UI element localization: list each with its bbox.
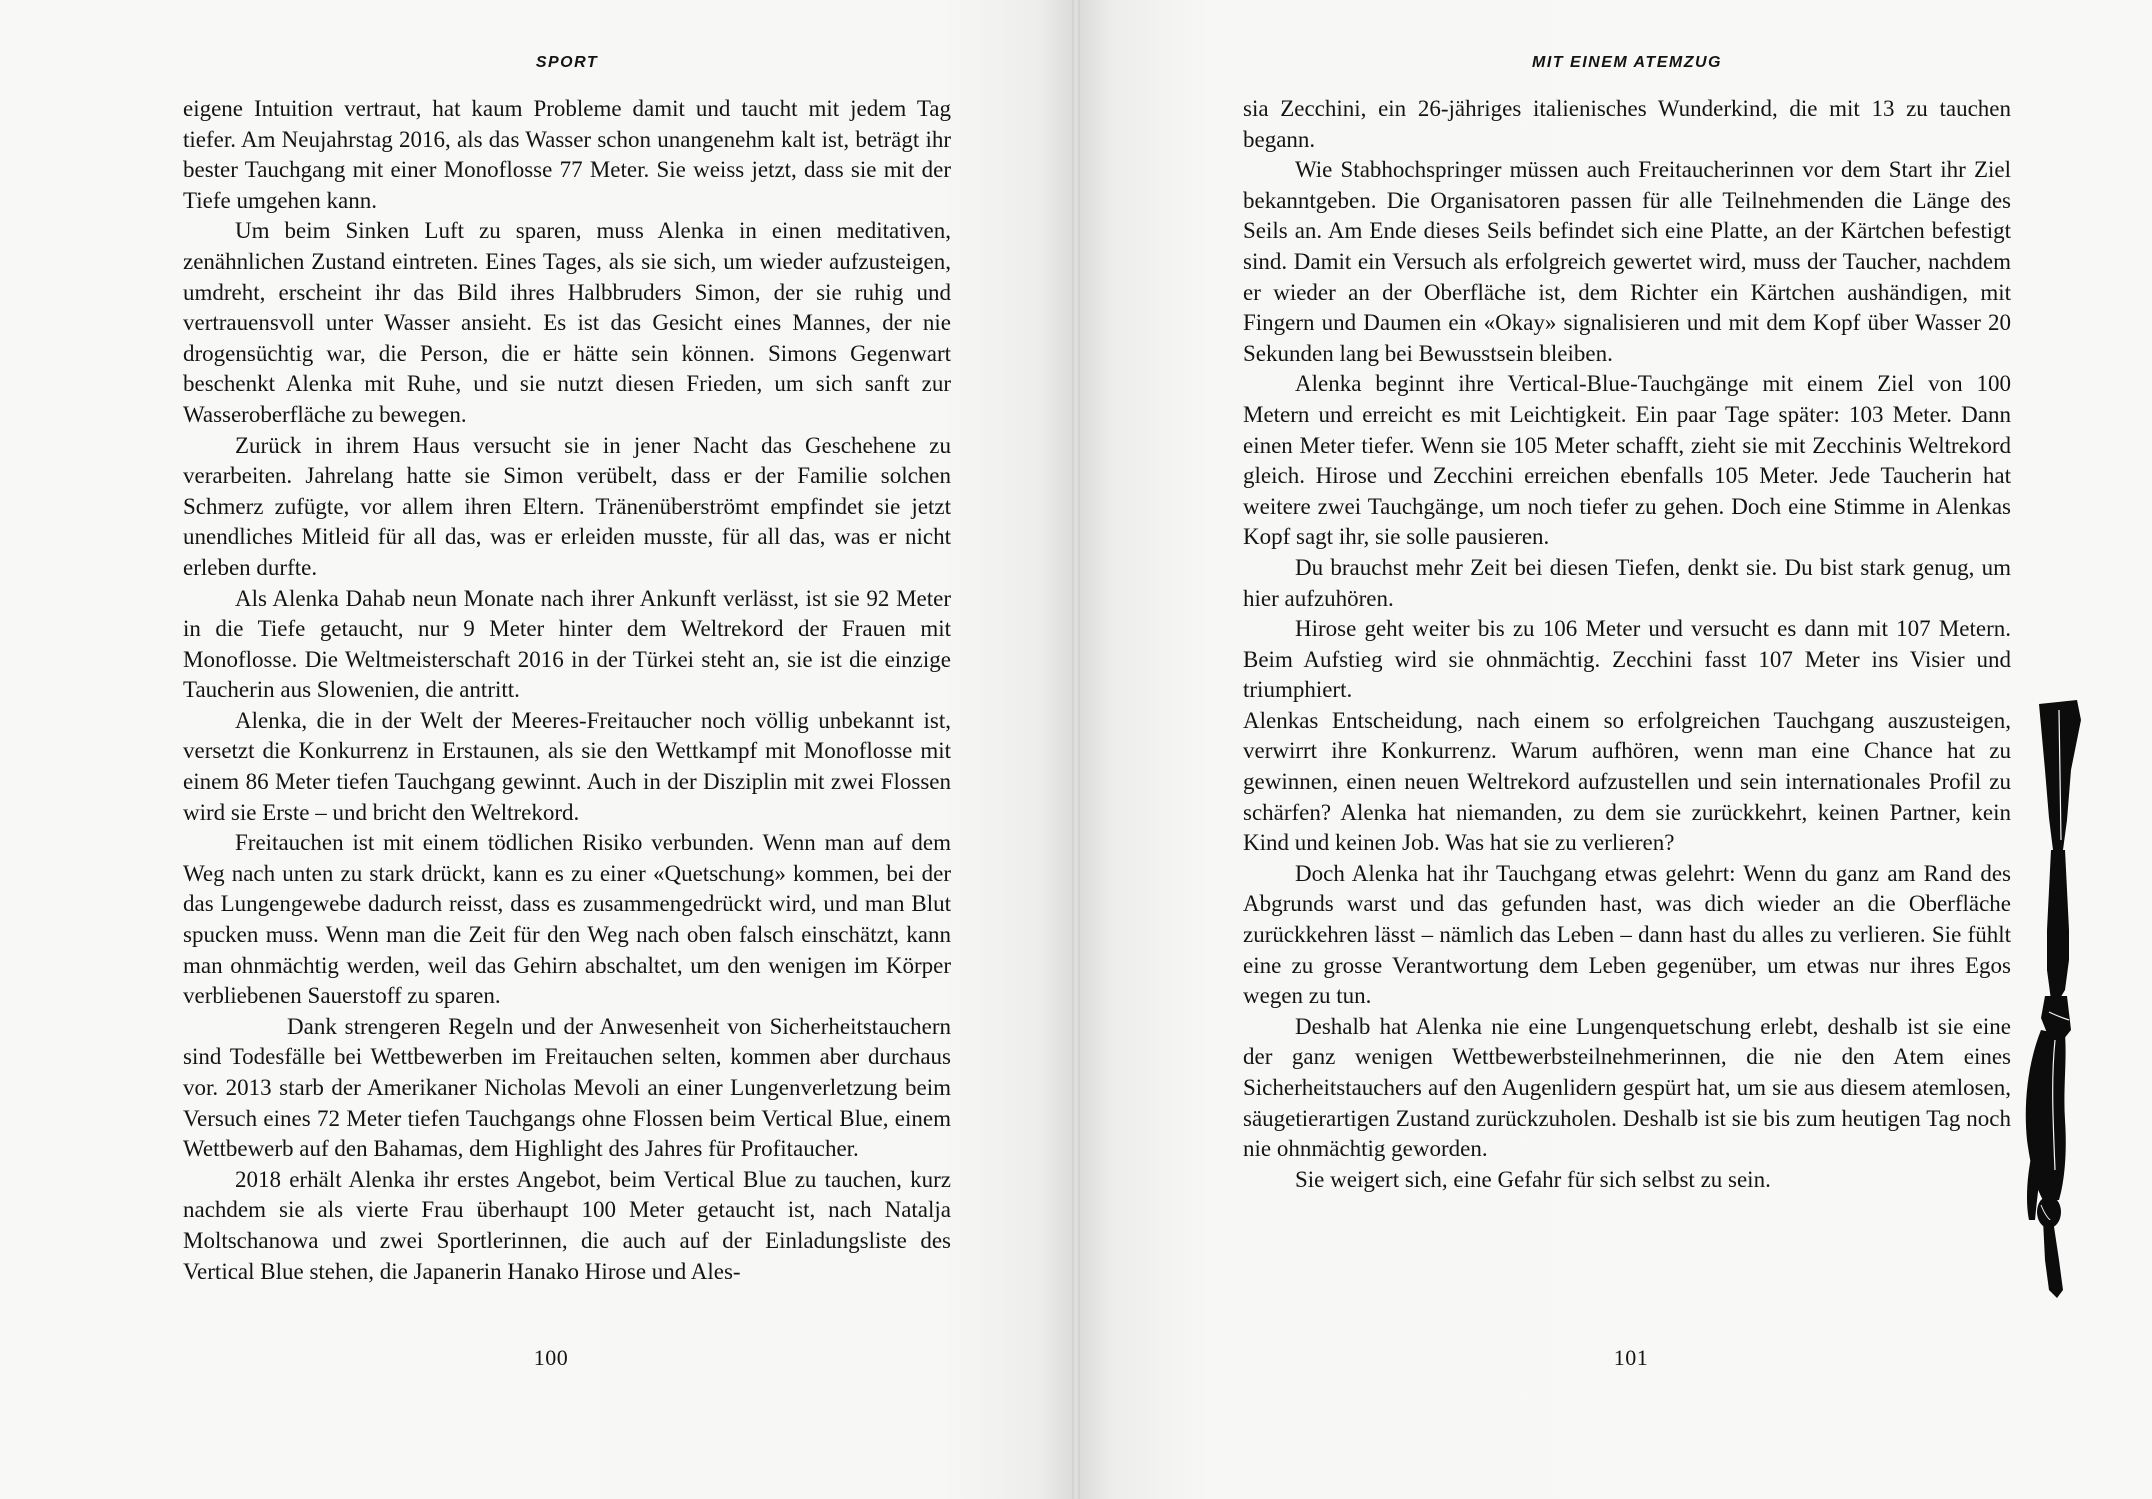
paragraph: Freitauchen ist mit einem tödlichen Risiko verbunden. Wenn man auf dem Weg nach unten zu stark drückt, kann es zu einer «Quetschung» kommen, bei der das Lungengewebe dadurch reisst, dass es zusammengedrückt wird, und man Blut spucken muss. Wenn man die Zeit für den Weg nach oben falsch einschätzt, kann man ohnmächtig werden, weil das Gehirn abschaltet, um den wenigen im Körper verbliebenen Sauerstoff zu sparen.	[183, 830, 951, 1009]
paragraph: Du brauchst mehr Zeit bei diesen Tiefen, denkt sie. Du bist stark genug, um hier aufzuhören.	[1243, 554, 2011, 611]
paragraph: Zurück in ihrem Haus versucht sie in jener Nacht das Geschehene zu verarbeiten. Jahrelang hatte sie Simon verübelt, dass er der Familie solchen Schmerz zufügte, vor allem ihren Eltern. Tränenüberströmt empfindet sie jetzt unendliches Mitleid für all das, was er erleiden musste, für all das, was er nicht erleben durfte.	[183, 432, 951, 580]
running-head-left: SPORT	[535, 54, 599, 71]
running-head-right: MIT EINEM ATEMZUG	[1532, 54, 1722, 71]
paragraph: Alenka beginnt ihre Vertical-Blue-Tauchgänge mit einem Ziel von 100 Metern und erreicht es mit Leichtigkeit. Ein paar Tage später: 103 Meter. Dann einen Meter tiefer. Wenn sie 105 Meter schafft, zieht sie mit Zecchinis Weltrekord gleich. Hirose und Zecchini erreichen ebenfalls 105 Meter. Jede Taucherin hat weitere zwei Tauchgänge, um noch tiefer zu gehen. Doch eine Stimme in Alenkas Kopf sagt ihr, sie solle pausieren.	[1243, 371, 2011, 550]
paragraph: 2018 erhält Alenka ihr erstes Angebot, beim Vertical Blue zu tauchen, kurz nachdem sie als vierte Frau überhaupt 100 Meter getaucht ist, nach Natalja Moltschanowa und zwei Sportlerinnen, die auch auf der Einladungsliste des Vertical Blue stehen, die Japanerin Hanako Hirose und Ales-	[183, 1166, 951, 1284]
page-number-right: 101	[1613, 1345, 1649, 1370]
right-page	[1080, 0, 2152, 1499]
paragraph: Wie Stabhochspringer müssen auch Freitaucherinnen vor dem Start ihr Ziel bekanntgeben. Die Organisatoren passen für alle Teilnehmenden die Länge des Seils an. Am Ende dieses Seils befindet sich eine Platte, an der Kärtchen befestigt sind. Damit ein Versuch als erfolgreich gewertet wird, muss der Taucher, nachdem er wieder an der Oberfläche ist, dem Richter ein Kärtchen aushändigen, mit Fingern und Daumen ein «Okay» signalisieren und mit dem Kopf über Wasser 20 Sekunden lang bei Bewusstsein bleiben.	[1243, 157, 2011, 366]
paragraph: Deshalb hat Alenka nie eine Lungenquetschung erlebt, deshalb ist sie eine der ganz wenigen Wettbewerbsteilnehmerinnen, die nie den Atem eines Sicherheitstauchers auf den Augenlidern gespürt hat, um sie aus diesem atemlosen, säugetierartigen Zustand zurückzuholen. Deshalb ist sie bis zum heutigen Tag noch nie ohnmächtig geworden.	[1243, 1013, 2011, 1162]
paragraph: Doch Alenka hat ihr Tauchgang etwas gelehrt: Wenn du ganz am Rand des Abgrunds warst und das gefunden hast, was dich wieder an die Oberfläche zurückkehren lässt – nämlich das Leben – dann hast du alles zu verlieren. Sie fühlt eine zu grosse Verantwortung dem Leben gegenüber, um etwas nur ihres Egos wegen zu tun.	[1243, 860, 2011, 1009]
paragraph: eigene Intuition vertraut, hat kaum Probleme damit und taucht mit jedem Tag tiefer. Am Neujahrstag 2016, als das Wasser schon unangenehm kalt ist, beträgt ihr bester Tauchgang mit einer Monoflosse 77 Meter. Sie weiss jetzt, dass sie mit der Tiefe umgehen kann.	[183, 96, 951, 213]
paragraph: Dank strengeren Regeln und der Anwesenheit von Sicherheitstauchern sind Todesfälle bei Wettbewerben im Freitauchen selten, kommen aber durchaus vor. 2013 starb der Amerikaner Nicholas Mevoli an einer Lungenverletzung beim Versuch eines 72 Meter tiefen Tauchgangs ohne Flossen beim Vertical Blue, einem Wettbewerb auf den Bahamas, dem Highlight des Jahres für Profitaucher.	[183, 1013, 951, 1162]
paragraph: Hirose geht weiter bis zu 106 Meter und versucht es dann mit 107 Metern. Beim Aufstieg wird sie ohnmächtig. Zecchini fasst 107 Meter ins Visier und triumphiert.	[1243, 616, 2011, 703]
paragraph: Sie weigert sich, eine Gefahr für sich selbst zu sein.	[1295, 1166, 1771, 1192]
paragraph: Alenka, die in der Welt der Meeres-Freitaucher noch völlig unbekannt ist, versetzt die Konkurrenz in Erstaunen, als sie den Wettkampf mit Monoflosse mit einem 86 Meter tiefen Tauchgang gewinnt. Auch in der Disziplin mit zwei Flossen wird sie Erste – und bricht den Weltrekord.	[183, 707, 951, 825]
book-gutter	[1072, 0, 1080, 1499]
right-page-body	[1243, 94, 2011, 1195]
paragraph: sia Zecchini, ein 26-jähriges italienisches Wunderkind, die mit 13 zu tauchen begann.	[1243, 96, 2011, 152]
diver-silhouette-icon	[2019, 700, 2109, 1300]
paragraph: Alenkas Entscheidung, nach einem so erfolgreichen Tauchgang auszusteigen, verwirrt ihre Konkurrenz. Warum aufhören, wenn man eine Chance hat zu gewinnen, einen neuen Weltrekord aufzustellen und sein internationales Profil zu schärfen? Alenka hat niemanden, zu dem sie zurückkehrt, keinen Partner, kein Kind und keinen Job. Was hat sie zu verlieren?	[1243, 707, 2011, 856]
left-page	[0, 0, 1072, 1499]
page-number-left: 100	[533, 1345, 569, 1370]
left-page-body	[183, 94, 951, 1287]
paragraph: Um beim Sinken Luft zu sparen, muss Alenka in einen meditativen, zenähnlichen Zustand eintreten. Eines Tages, als sie sich, um wieder aufzusteigen, umdreht, erscheint ihr das Bild ihres Halbbruders Simon, der sie ruhig und vertrauensvoll unter Wasser ansieht. Es ist das Gesicht eines Mannes, der nie drogensüchtig war, die Person, die er hätte sein können. Simons Gegenwart beschenkt Alenka mit Ruhe, und sie nutzt diesen Frieden, um sich sanft zur Wasseroberfläche zu bewegen.	[183, 218, 951, 427]
paragraph: Als Alenka Dahab neun Monate nach ihrer Ankunft verlässt, ist sie 92 Meter in die Tiefe getaucht, nur 9 Meter hinter dem Weltrekord der Frauen mit Monoflosse. Die Weltmeisterschaft 2016 in der Türkei steht an, sie ist die einzige Taucherin aus Slowenien, die antritt.	[183, 585, 951, 703]
